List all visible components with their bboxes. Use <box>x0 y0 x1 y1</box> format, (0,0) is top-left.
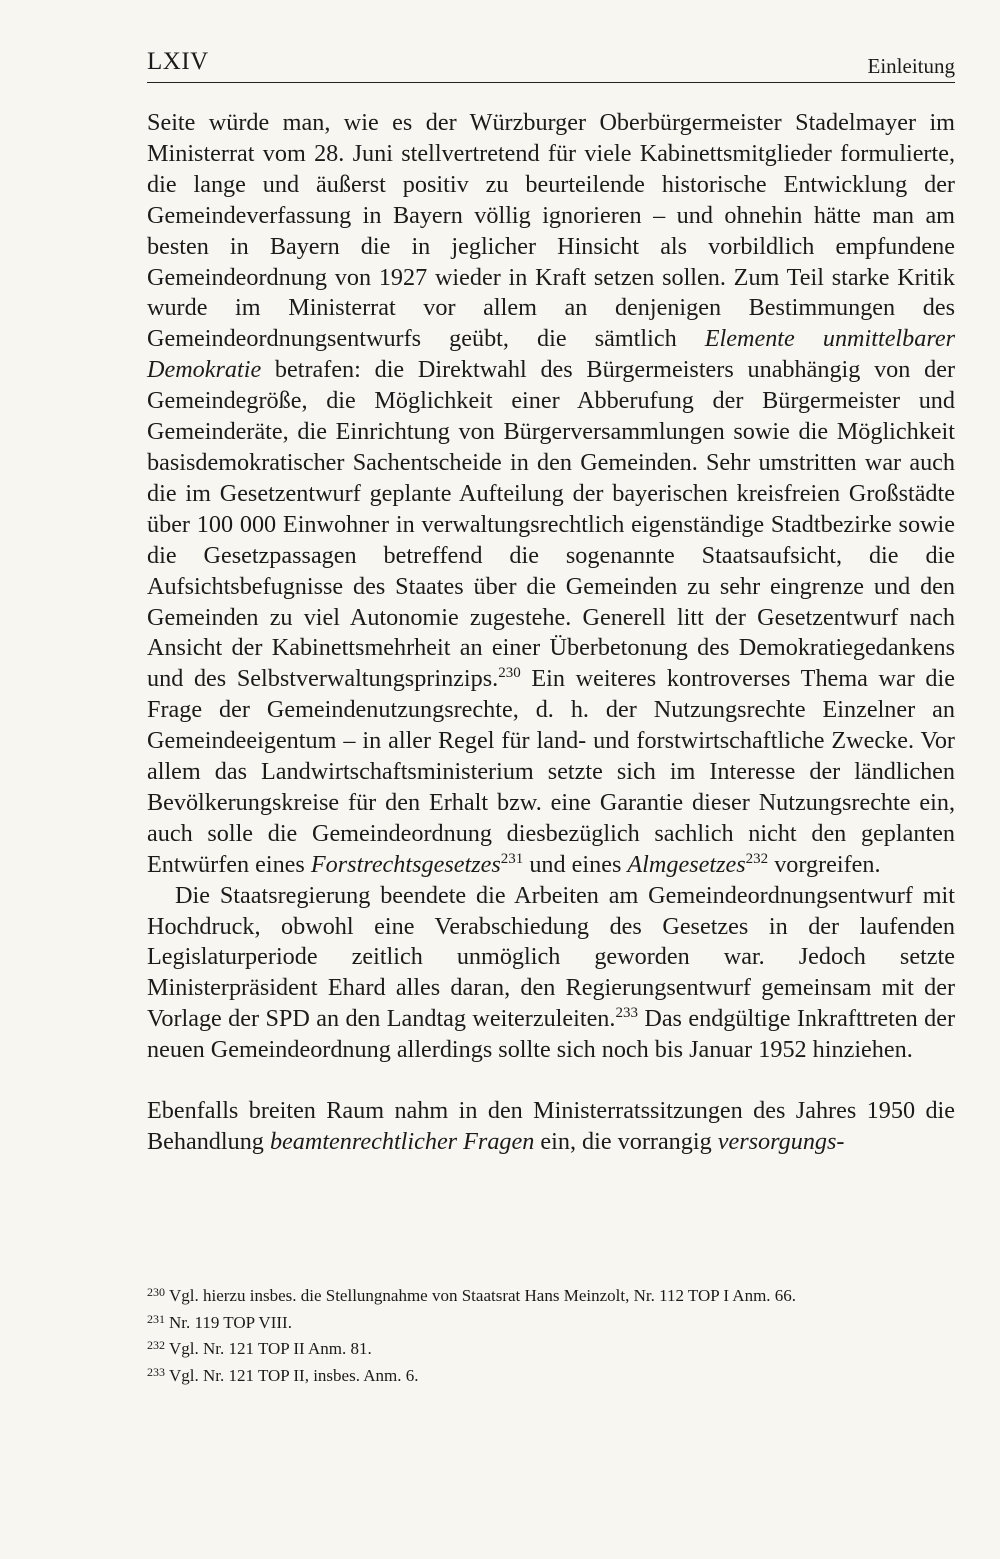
footnote-ref-230: 230 <box>498 665 521 682</box>
footnote-ref-233: 233 <box>615 1005 638 1022</box>
footnote-230 <box>147 1281 955 1308</box>
footnotes <box>147 1281 955 1387</box>
text-run: Seite würde man, wie es der Würzburger Oberbürgermeister Stadelmayer im Ministerrat vom 28. Juni stellvertretend für viele Kabinettsmitglieder formulierte, die lange und äußerst positiv zu beurteilende historische Entwicklung der Gemeindeverfassung in Bayern völlig ignorieren – und ohnehin hätte man am besten in Bayern die in jeglicher Hinsicht als vorbildlich empfundene Gemeindeordnung von 1927 wieder in Kraft setzen sollen. Zum Teil starke Kritik wurde im Ministerrat vor allem an denjenigen Bestimmungen des Gemeindeordnungsentwurfs geübt, die sämtlich <box>147 109 955 353</box>
footnote-text: Nr. 119 TOP VIII. <box>169 1312 292 1332</box>
text-run: ein, die vorrangig <box>534 1128 718 1155</box>
paragraph-1 <box>147 108 955 881</box>
page-number: LXIV <box>147 48 209 75</box>
text-run: Ein weiteres kontroverses Thema war die Frage der Gemeindenutzungsrechte, d. h. der Nutzungsrechte Einzelner an Gemeindeeigentum – in aller Regel für land- und forstwirtschaftliche Zwecke. Vor allem das Landwirtschaftsministerium setzte sich im Interesse der ländlichen Bevölkerungskreise für den Erhalt bzw. eine Garantie dieser Nutzungsrechte ein, auch solle die Gemeindeordnung diesbezüglich sachlich nicht den geplanten Entwürfen eines <box>147 665 955 878</box>
text-run: Die Staatsregierung beendete die Arbeiten am Gemeindeordnungsentwurf mit Hochdruck, obwohl eine Verabschiedung des Gesetzes in der laufenden Legislaturperiode zeitlich unmöglich geworden war. Jedoch setzte Ministerpräsident Ehard alles daran, den Regierungsentwurf gemeinsam mit der Vorlage der SPD an den Landtag weiterzuleiten. <box>147 881 955 1033</box>
text-run: Ebenfalls breiten Raum nahm in den Ministerratssitzungen des Jahres 1950 die Behandlung <box>147 1097 955 1155</box>
running-head: Einleitung <box>867 54 955 78</box>
emphasis-text: beamtenrechtlicher Fragen <box>269 1128 535 1155</box>
footnote-ref-232: 232 <box>745 850 769 867</box>
page-header <box>147 46 955 83</box>
emphasis-text: Forstrechtsgesetzes <box>310 850 501 878</box>
footnote-text: Vgl. Nr. 121 TOP II, insbes. Anm. 6. <box>169 1365 419 1385</box>
text-run: Das endgültige Inkrafttreten der neuen Gemeindeordnung allerdings sollte sich noch bis Januar 1952 hinziehen. <box>147 1005 956 1064</box>
text-run: und eines <box>523 850 628 878</box>
paragraph-2 <box>147 881 955 1066</box>
footnote-text: Vgl. Nr. 121 TOP II Anm. 81. <box>169 1339 372 1358</box>
emphasis-text: Elemente unmittelbarer Demokratie <box>147 325 955 384</box>
footnote-231 <box>147 1308 955 1335</box>
footnote-number: 231 <box>147 1311 165 1326</box>
footnote-number: 230 <box>147 1285 165 1299</box>
text-run: betrafen: die Direktwahl des Bürgermeisters unabhängig von der Gemeindegröße, die Möglichkeit einer Abberufung der Bürgermeister und Gemeinderäte, die Einrichtung von Bürgerversammlungen sowie die Möglichkeit basisdemokratischer Sachentscheide in den Gemeinden. Sehr umstritten war auch die im Gesetzentwurf geplante Aufteilung der bayerischen kreisfreien Großstädte über 100 000 Einwohner in verwaltungsrechtlich eigenständige Stadtbezirke sowie die Gesetzpassagen betreffend die sogenannte Staatsaufsicht, die die Aufsichtsbefugnisse des Staates über die Gemeinden zu sehr eingrenze und den Gemeinden zu viel Autonomie zugestehe. Generell litt der Gesetzentwurf nach Ansicht der Kabinettsmehrheit an einer Überbetonung des Demokratiegedankens und des Selbstverwaltungsprinzips. <box>147 356 955 693</box>
text-run: vorgreifen. <box>768 850 881 878</box>
footnote-232 <box>147 1334 955 1361</box>
footnote-text: Vgl. hierzu insbes. die Stellungnahme von Staatsrat Hans Meinzolt, Nr. 112 TOP I Anm. 66. <box>169 1286 797 1305</box>
footnote-number: 233 <box>147 1364 165 1379</box>
emphasis-text: Almgesetzes <box>627 850 746 878</box>
footnote-233 <box>147 1361 955 1388</box>
emphasis-text: versorgungs- <box>717 1128 845 1155</box>
paragraph-3 <box>147 1096 955 1158</box>
footnote-ref-231: 231 <box>500 850 524 867</box>
body-text <box>147 108 955 1158</box>
footnote-number: 232 <box>147 1338 165 1352</box>
